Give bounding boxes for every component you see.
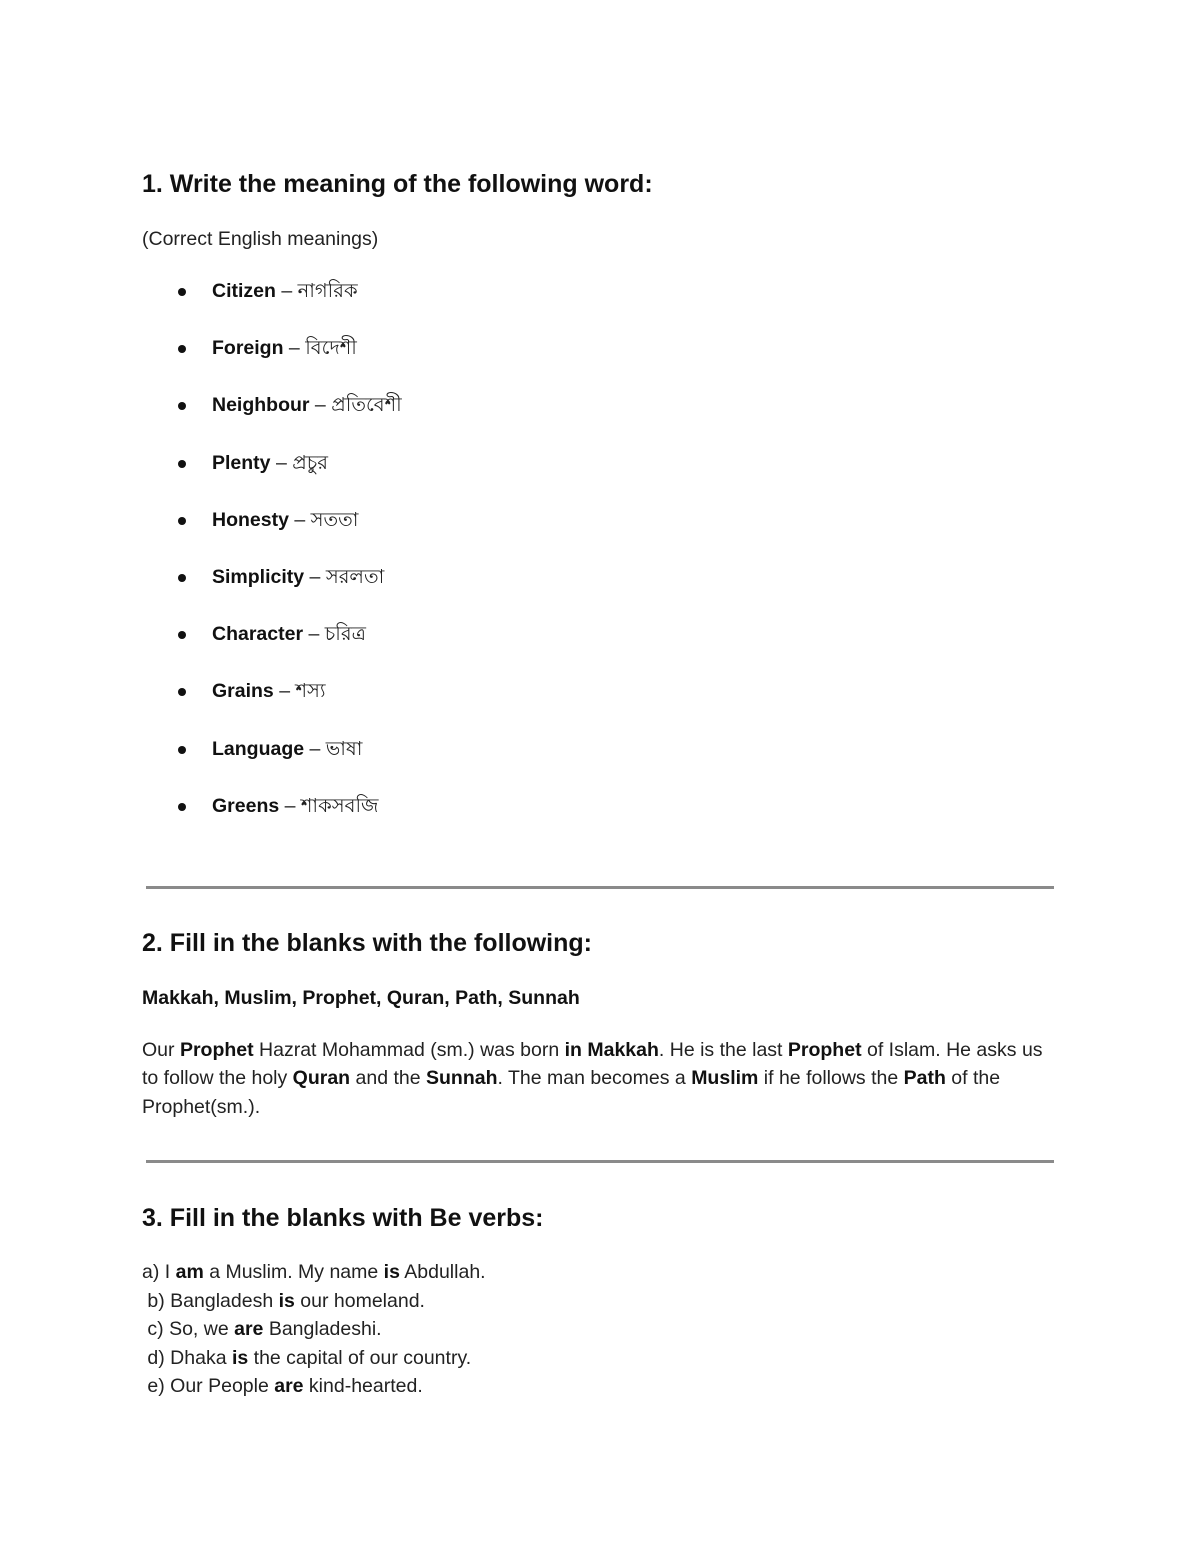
bullet-icon (178, 402, 186, 410)
list-item (142, 1315, 486, 1344)
word-meaning: বিদেশী (305, 337, 357, 360)
dash-separator: – (279, 794, 301, 817)
list-item (176, 449, 402, 506)
section-divider (146, 1160, 1054, 1163)
bullet-icon (178, 460, 186, 468)
list-item (176, 620, 402, 677)
word-term: Foreign (212, 337, 284, 360)
bullet-icon (178, 746, 186, 754)
bullet-icon (178, 631, 186, 639)
word-term: Neighbour (212, 394, 310, 417)
sentence-segment: b) Bangladesh (142, 1289, 279, 1312)
answer-word: Quran (292, 1067, 351, 1090)
word-options: Makkah, Muslim, Prophet, Quran, Path, Sunnah (142, 987, 580, 1009)
word-meaning: শাকসবজি (300, 794, 379, 817)
paragraph-segment: . He is the last (658, 1039, 788, 1061)
list-item (176, 563, 402, 620)
word-meaning: নাগরিক (297, 280, 358, 302)
dash-separator: – (303, 623, 325, 646)
answer-word: Muslim (691, 1067, 759, 1090)
answer-word: Sunnah (426, 1067, 498, 1090)
paragraph-segment: Our (142, 1039, 180, 1061)
word-meaning: প্রতিবেশী (331, 394, 402, 417)
word-term: Simplicity (212, 565, 305, 588)
dash-separator: – (309, 394, 332, 417)
list-item (176, 506, 402, 563)
bullet-icon (178, 345, 186, 353)
list-item (176, 735, 402, 792)
dash-separator: – (288, 508, 311, 531)
be-verb-sentences (142, 1258, 486, 1401)
answer-word: in Makkah (564, 1039, 659, 1061)
paragraph-segment: of the Prophet(sm.). (142, 1067, 1001, 1118)
word-meaning: সততা (310, 508, 359, 531)
word-term: Greens (212, 794, 280, 817)
word-term: Plenty (212, 451, 271, 474)
sentence-segment: a Muslim. My name (203, 1261, 384, 1283)
word-meaning: ভাষা (325, 737, 363, 760)
sentence-segment: Abdullah. (399, 1261, 486, 1283)
sentence-segment: e) Our People (142, 1375, 275, 1398)
section1-heading: 1. Write the meaning of the following word: (142, 170, 653, 198)
word-meaning: শস্য (295, 680, 326, 703)
dash-separator: – (304, 737, 326, 760)
sentence-segment: Bangladeshi. (263, 1318, 382, 1341)
dash-separator: – (283, 337, 306, 360)
sentence-segment: c) So, we (142, 1318, 235, 1341)
word-meaning: সরলতা (325, 565, 385, 588)
paragraph-segment: . The man becomes a (497, 1067, 692, 1090)
section1-subtitle: (Correct English meanings) (142, 228, 379, 250)
bullet-icon (178, 574, 186, 582)
list-item (176, 277, 402, 334)
list-item (176, 391, 402, 448)
paragraph-segment: of Islam. He asks us to follow the holy (142, 1039, 1043, 1090)
answer-word: Prophet (787, 1039, 862, 1061)
list-item (142, 1258, 486, 1287)
answer-word: am (175, 1261, 204, 1283)
dash-separator: – (270, 451, 293, 474)
fill-in-paragraph (142, 1036, 1060, 1121)
dash-separator: – (304, 565, 326, 588)
word-term: Character (212, 623, 304, 646)
word-term: Citizen (212, 280, 276, 302)
bullet-icon (178, 688, 186, 696)
sentence-segment: our homeland. (294, 1289, 425, 1312)
list-item (176, 677, 402, 734)
answer-word: are (274, 1375, 304, 1398)
answer-word: is (231, 1346, 249, 1369)
bullet-icon (178, 517, 186, 525)
word-meaning-list (176, 277, 402, 849)
section3-heading: 3. Fill in the blanks with Be verbs: (142, 1204, 544, 1232)
list-item (142, 1372, 486, 1401)
list-item (176, 792, 402, 849)
dash-separator: – (273, 680, 296, 703)
sentence-segment: a) I (142, 1261, 176, 1283)
sentence-segment: d) Dhaka (142, 1346, 232, 1369)
bullet-icon (178, 803, 186, 811)
section-divider (146, 886, 1054, 889)
answer-word: Path (903, 1067, 946, 1090)
word-term: Honesty (212, 508, 289, 531)
sentence-segment: kind-hearted. (303, 1375, 423, 1398)
answer-word: Prophet (179, 1039, 254, 1061)
sentence-segment: the capital of our country. (248, 1346, 472, 1369)
list-item (142, 1287, 486, 1316)
section2-heading: 2. Fill in the blanks with the following: (142, 929, 592, 957)
answer-word: are (234, 1318, 264, 1341)
bullet-icon (178, 288, 186, 296)
list-item (142, 1344, 486, 1373)
paragraph-segment: and the (350, 1067, 427, 1090)
word-term: Language (212, 737, 305, 760)
paragraph-segment: if he follows the (758, 1067, 904, 1090)
word-meaning: প্রচুর (292, 451, 329, 474)
answer-word: is (383, 1261, 400, 1283)
word-meaning: চরিত্র (324, 623, 366, 646)
dash-separator: – (275, 280, 298, 302)
word-term: Grains (212, 680, 274, 703)
answer-word: is (278, 1289, 295, 1312)
paragraph-segment: Hazrat Mohammad (sm.) was born (253, 1039, 565, 1061)
list-item (176, 334, 402, 391)
